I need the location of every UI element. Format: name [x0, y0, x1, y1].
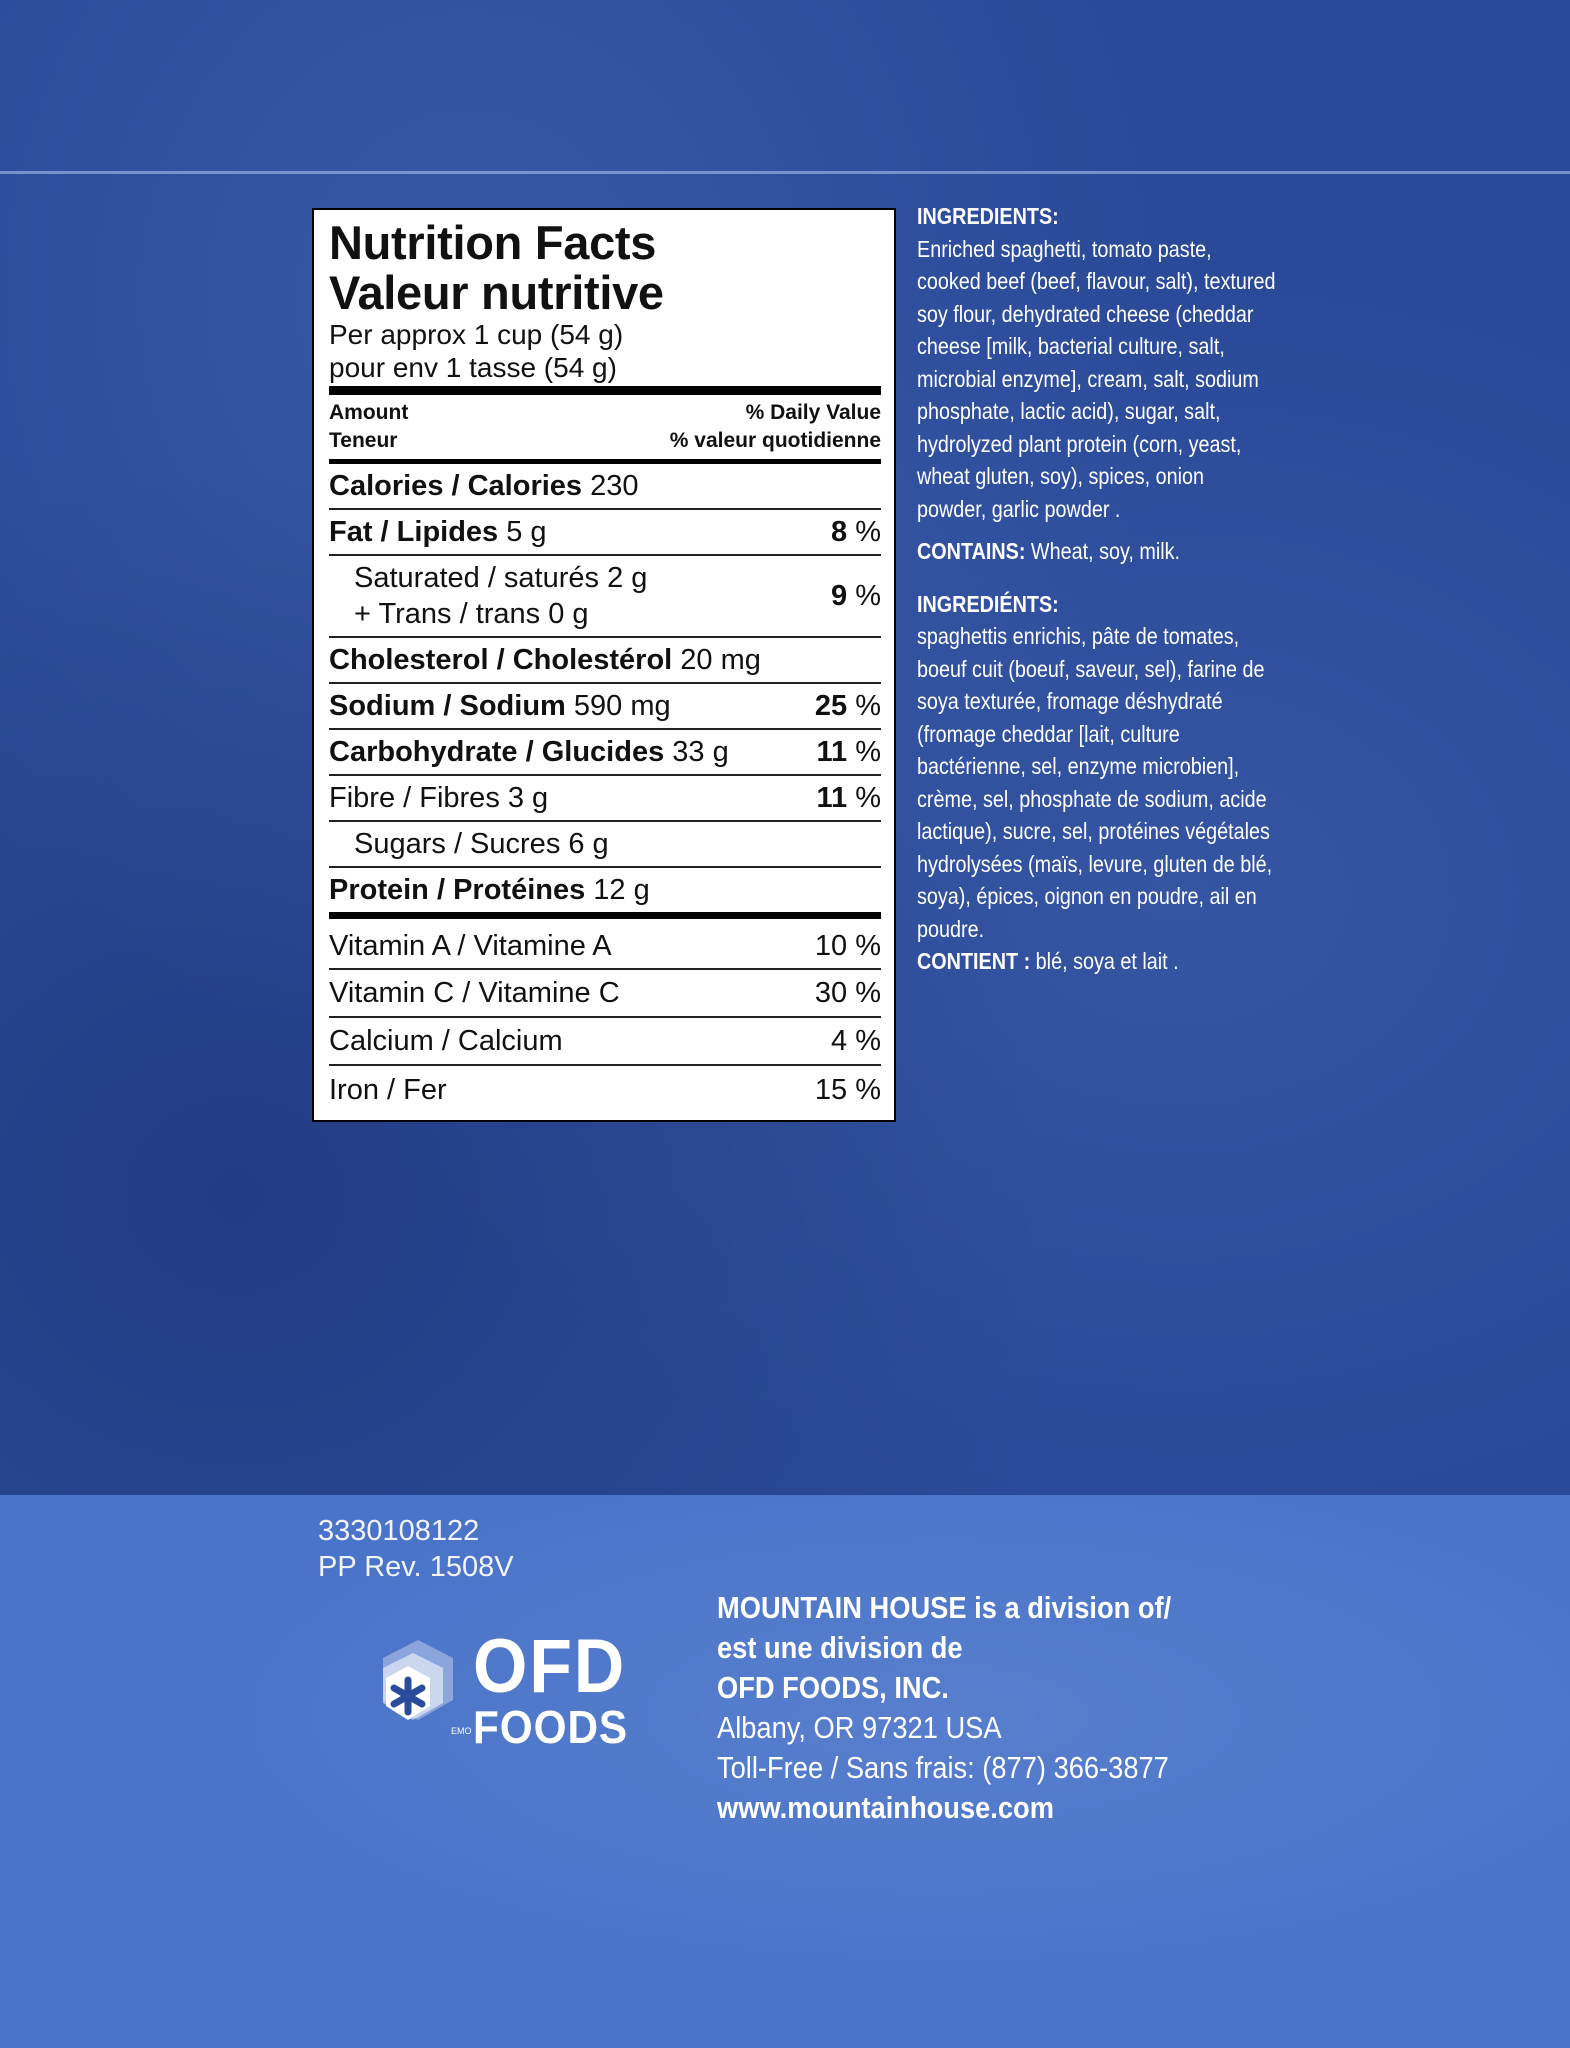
logo-wordmark — [473, 1624, 629, 1753]
ingredients-text-fr: spaghettis enrichis, pâte de tomates, boeuf cuit (boeuf, saveur, sel), farine de soya texturée, fromage déshydraté (fromage cheddar [lait, culture bactérienne, sel, enzyme microbien], crème, sel, phosphate de sodium, acide lactique), sucre, sel, protéines végétales hydrolysées (maïs, levure, gluten de blé, soya), épices, oignon en poudre, ail en poudre. — [917, 623, 1273, 942]
pct-sign: % — [855, 579, 881, 612]
amount-label-fr: Teneur — [329, 429, 398, 452]
serving-size-fr: pour env 1 tasse (54 g) — [329, 352, 617, 383]
calcium-label: Calcium / Calcium — [329, 1024, 563, 1057]
ingredients-heading-en: INGREDIENTS: — [917, 203, 1059, 229]
contains-label-fr: CONTIENT : — [917, 948, 1031, 974]
carbohydrate-value: 33 g — [672, 735, 729, 768]
ingredients-text-en: Enriched spaghetti, tomato paste, cooked beef (beef, flavour, salt), textured soy flour, dehydrated cheese (cheddar cheese [milk, bacterial culture, salt, microbial enzyme], cream, salt, sodium phosphate, lactic acid), sugar, salt, hydrolyzed plant protein (corn, yeast, wheat gluten, soy), spices, onion powder, garlic powder . — [917, 235, 1276, 522]
carbohydrate-label: Carbohydrate / Glucides — [329, 735, 665, 768]
serving-size-en: Per approx 1 cup (54 g) — [329, 319, 624, 350]
cholesterol-label: Cholesterol / Cholestérol — [329, 643, 673, 676]
carbohydrate-dv: 11 — [816, 735, 848, 768]
company-phone: Toll-Free / Sans frais: (877) 366-3877 — [717, 1750, 1169, 1785]
sugars-row — [329, 822, 881, 868]
calories-row — [329, 464, 881, 510]
company-line-2: est une division de — [717, 1630, 963, 1665]
fat-label: Fat / Lipides — [329, 515, 499, 548]
spacer — [917, 568, 1278, 588]
nutrition-facts-table — [312, 208, 896, 1122]
trans-label: + Trans / trans 0 g — [354, 598, 589, 630]
company-name: OFD FOODS, INC. — [717, 1670, 949, 1705]
fat-row — [329, 510, 881, 556]
carbohydrate-row — [329, 730, 881, 776]
contains-en — [917, 535, 1278, 568]
iron-dv: 15 % — [814, 1073, 881, 1106]
pct-sign: % — [855, 735, 881, 768]
vitamin-a-dv: 10 % — [814, 930, 881, 962]
saturated-label: Saturated / saturés 2 g — [354, 562, 648, 594]
daily-value-label-en: % Daily Value — [745, 401, 881, 424]
calcium-row — [329, 1018, 881, 1066]
pct-sign: % — [855, 781, 881, 814]
fibre-label: Fibre / Fibres 3 g — [329, 781, 549, 814]
vitamin-c-dv: 30 % — [814, 976, 881, 1009]
company-address: Albany, OR 97321 USA — [717, 1710, 1002, 1745]
contains-text-en: Wheat, soy, milk. — [1025, 538, 1181, 564]
protein-label: Protein / Protéines — [329, 873, 586, 906]
cholesterol-value: 20 mg — [680, 643, 761, 676]
fat-value: 5 g — [506, 515, 547, 548]
company-line-1: MOUNTAIN HOUSE is a division of/ — [717, 1590, 1172, 1625]
contains-label-en: CONTAINS: — [917, 538, 1026, 564]
product-code: 3330108122 — [318, 1515, 480, 1547]
pct-sign: % — [855, 689, 881, 722]
header-row-en — [329, 399, 881, 427]
nutrition-title-en: Nutrition Facts — [329, 216, 657, 269]
protein-value: 12 g — [593, 873, 650, 906]
logo-word-foods: FOODS — [473, 1701, 629, 1753]
sodium-label: Sodium / Sodium — [329, 689, 566, 722]
fat-dv: 8 — [831, 515, 848, 548]
contains-fr — [917, 945, 1278, 978]
logo-word-ofd: OFD — [473, 1624, 627, 1709]
ingredients-column — [917, 200, 1278, 978]
sugars-label: Sugars / Sucres 6 g — [354, 827, 609, 860]
sodium-dv: 25 — [814, 689, 848, 722]
vitamin-a-label: Vitamin A / Vitamine A — [329, 930, 612, 962]
protein-row — [329, 868, 881, 919]
sodium-row — [329, 684, 881, 730]
calories-value: 230 — [590, 469, 639, 502]
sat-trans-dv: 9 — [831, 579, 848, 612]
company-info — [717, 1588, 1210, 1828]
ingredients-heading-fr: INGREDIÉNTS: — [917, 590, 1059, 617]
top-divider — [0, 171, 1570, 174]
daily-value-label-fr: % valeur quotidienne — [669, 429, 881, 452]
header-row-fr — [329, 427, 881, 455]
fibre-dv: 11 — [816, 781, 848, 814]
saturated-trans-row — [329, 556, 881, 638]
fibre-row — [329, 776, 881, 822]
calcium-dv: 4 % — [831, 1024, 881, 1057]
product-codes — [318, 1513, 514, 1585]
heavy-rule — [329, 386, 881, 395]
revision-code: PP Rev. 1508V — [318, 1551, 514, 1583]
vitamin-c-row — [329, 970, 881, 1018]
nutrition-title-fr: Valeur nutritive — [329, 266, 664, 319]
amount-label-en: Amount — [329, 401, 409, 424]
company-website: www.mountainhouse.com — [717, 1790, 1054, 1825]
vitamin-c-label: Vitamin C / Vitamine C — [329, 976, 620, 1009]
iron-row — [329, 1066, 881, 1114]
logo-small-text: EMO — [451, 1726, 472, 1736]
iron-label: Iron / Fer — [329, 1073, 447, 1106]
spacer — [917, 525, 1278, 535]
calories-label: Calories / Calories — [329, 469, 583, 502]
cholesterol-row — [329, 638, 881, 684]
sodium-value: 590 mg — [573, 689, 671, 722]
vitamin-a-row — [329, 919, 881, 970]
contains-text-fr: blé, soya et lait . — [1030, 948, 1179, 974]
pct-sign: % — [855, 515, 881, 548]
